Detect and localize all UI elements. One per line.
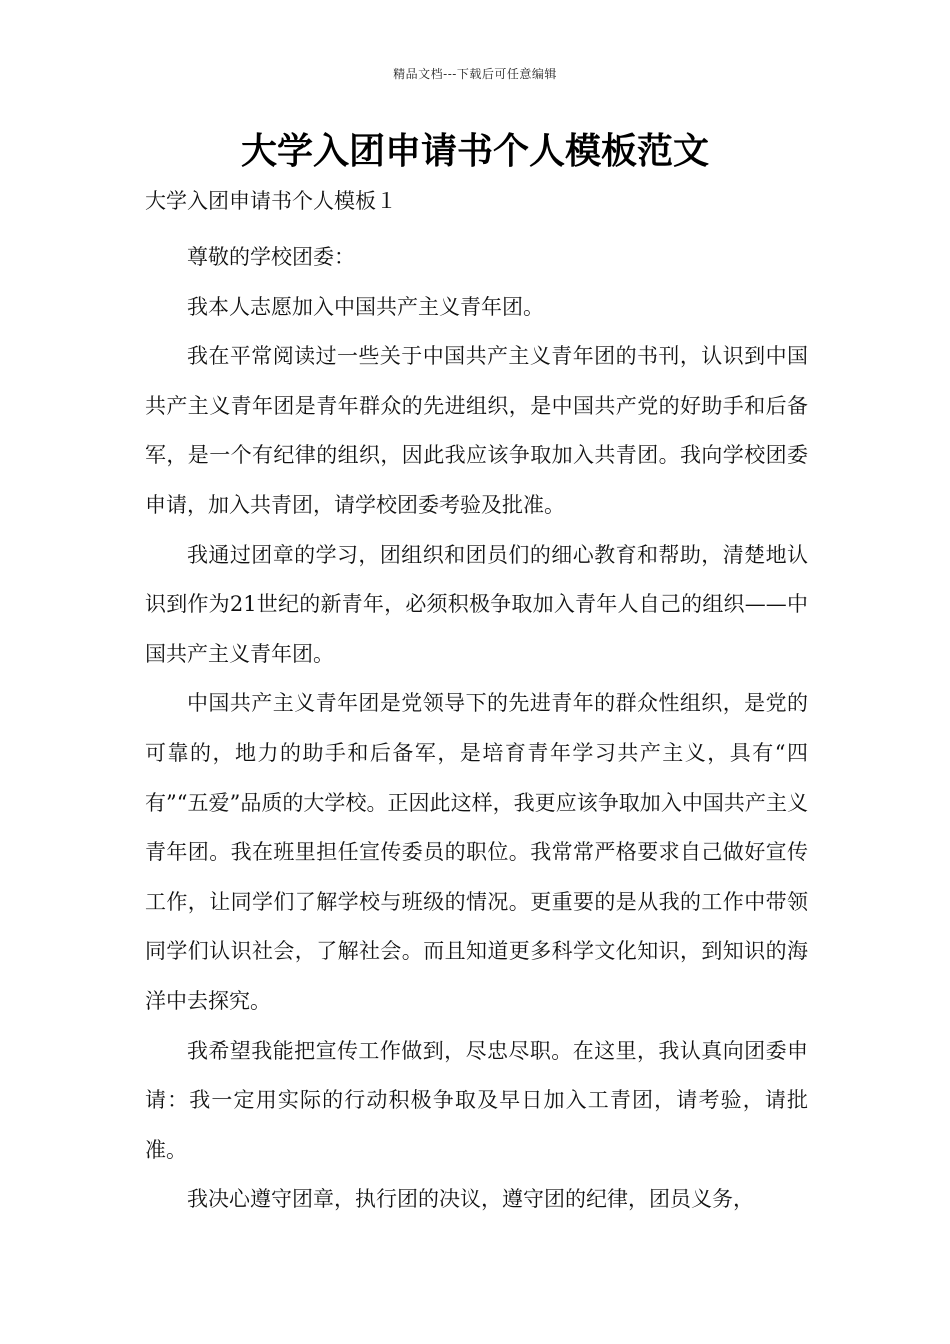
header-note: 精品文档---下载后可任意编辑: [393, 67, 557, 81]
paragraph-study: 我通过团章的学习，团组织和团员们的细心教育和帮助，清楚地认识到作为21世纪的新青年，必须积极争取加入青年人自己的组织——中国共产主义青年团。: [145, 542, 808, 666]
document-subtitle: 大学入团申请书个人模板１: [145, 189, 397, 213]
paragraph-understanding: 我在平常阅读过一些关于中国共产主义青年团的书刊，认识到中国共产主义青年团是青年群众的先进组织，是中国共产党的好助手和后备军，是一个有纪律的组织，因此我应该争取加入共青团。我向学校团委申请，加入共青团，请学校团委考验及批准。: [145, 344, 808, 517]
document-body: [145, 183, 808, 1225]
paragraph-intent: 我本人志愿加入中国共产主义青年团。: [187, 294, 544, 319]
paragraph-league-role: 中国共产主义青年团是党领导下的先进青年的群众性组织，是党的可靠的，地力的助手和后备军，是培育青年学习共产主义，具有“四有”“五爱”品质的大学校。正因此这样，我更应该争取加入中国共产主义青年团。我在班里担任宣传委员的职位。我常常严格要求自己做好宣传工作，让同学们了解学校与班级的情况。更重要的是从我的工作中带领同学们认识社会，了解社会。而且知道更多科学文化知识，到知识的海洋中去探究。: [145, 691, 808, 1013]
paragraph-salutation: 尊敬的学校团委：: [187, 245, 355, 269]
paragraph-resolve: 我决心遵守团章，执行团的决议，遵守团的纪律，团员义务，: [187, 1187, 754, 1212]
document-title: 大学入团申请书个人模板范文: [240, 131, 709, 172]
paragraph-hope: 我希望我能把宣传工作做到，尽忠尽职。在这里，我认真向团委申请：我一定用实际的行动积极争取及早日加入工青团，请考验，请批准。: [145, 1038, 808, 1162]
